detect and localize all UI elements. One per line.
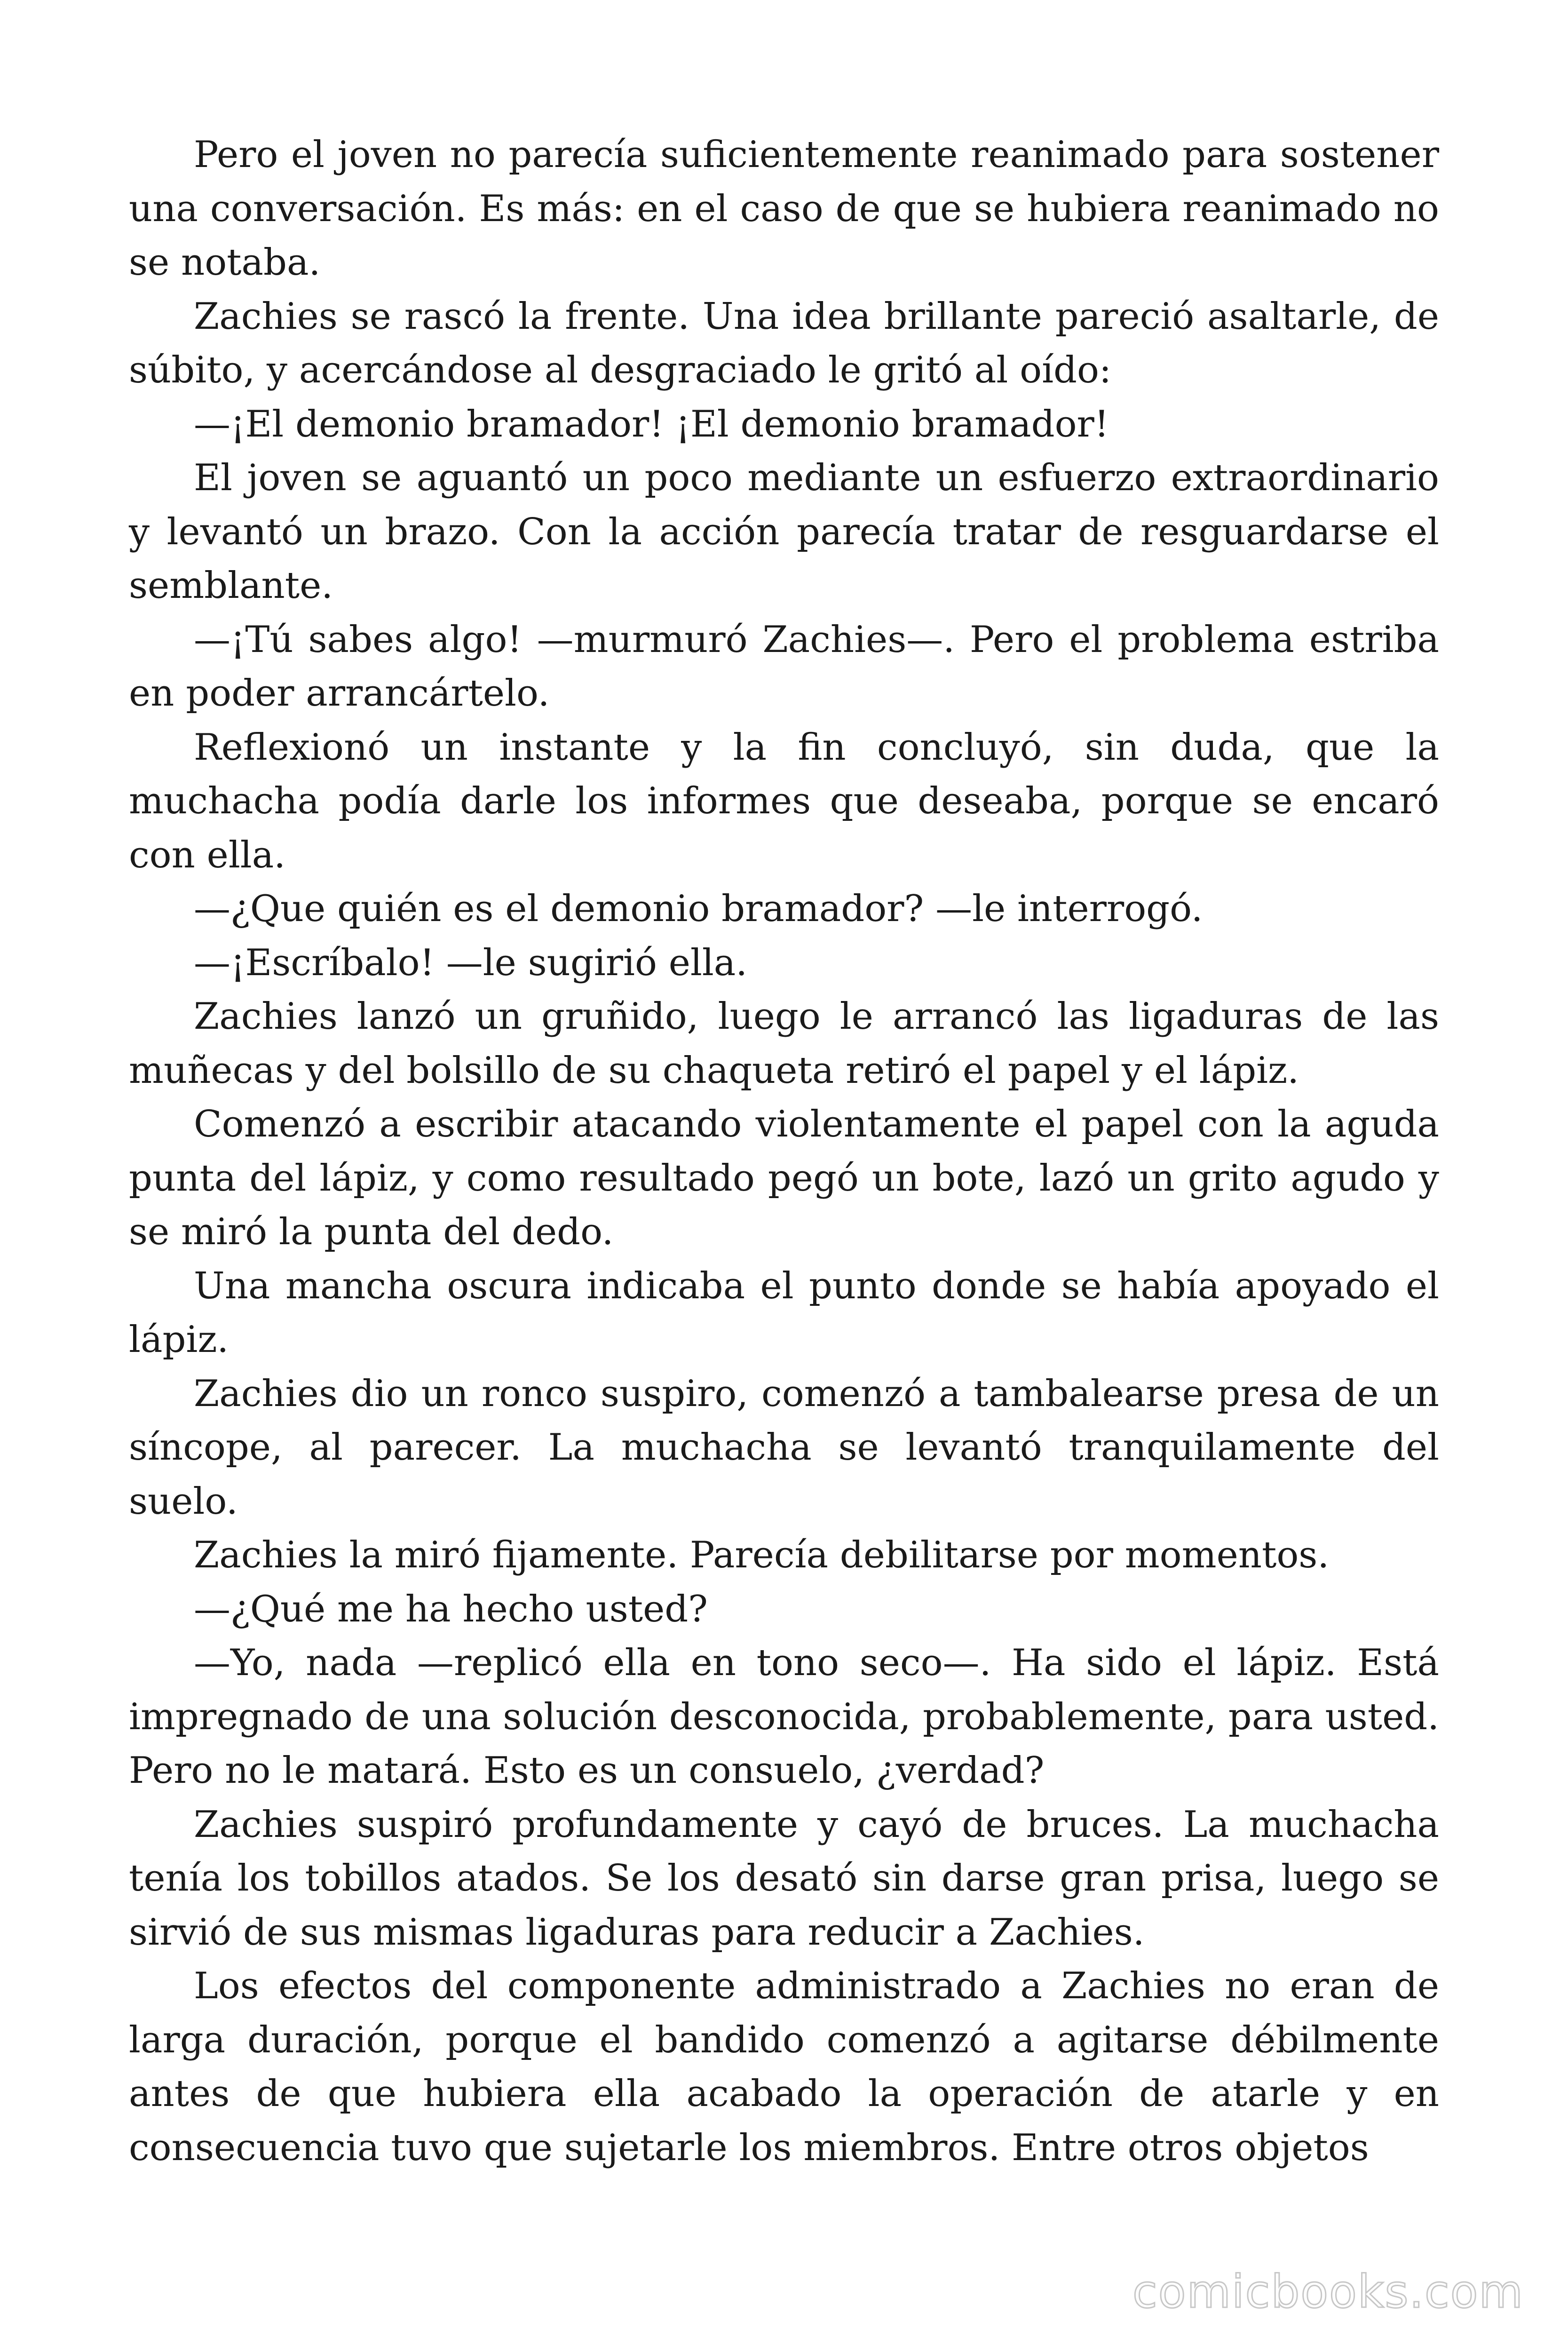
watermark: comicbooks.com bbox=[1132, 2265, 1524, 2318]
paragraph: Comenzó a escribir atacando violentamente el papel con la aguda punta del lápiz, y como resultado pegó un bote, lazó un grito agudo y se miró la punta del dedo. bbox=[129, 1103, 1439, 1253]
paragraph: Zachies lanzó un gruñido, luego le arrancó las ligaduras de las muñecas y del bolsillo de su chaqueta retiró el papel y el lápiz. bbox=[129, 995, 1439, 1092]
paragraph: —¡Tú sabes algo! —murmuró Zachies—. Pero el problema estriba en poder arrancártelo. bbox=[129, 618, 1439, 715]
paragraph: Zachies dio un ronco suspiro, comenzó a tambalearse presa de un síncope, al parecer. La muchacha se levantó tranquilamente del suelo. bbox=[129, 1372, 1439, 1523]
paragraph: Zachies se rascó la frente. Una idea brillante pareció asaltarle, de súbito, y acercándose al desgraciado le gritó al oído: bbox=[129, 295, 1439, 391]
paragraph: Una mancha oscura indicaba el punto donde se había apoyado el lápiz. bbox=[129, 1264, 1439, 1361]
paragraph: Zachies suspiró profundamente y cayó de bruces. La muchacha tenía los tobillos atados. Se los desató sin darse gran prisa, luego se sirvió de sus mismas ligaduras para reducir a Zachies. bbox=[129, 1803, 1439, 1954]
paragraph: —¡Escríbalo! —le sugirió ella. bbox=[194, 941, 748, 984]
paragraph: —¿Que quién es el demonio bramador? —le interrogó. bbox=[194, 888, 1203, 930]
paragraph: Zachies la miró fijamente. Parecía debilitarse por momentos. bbox=[194, 1534, 1330, 1576]
paragraph: —¡El demonio bramador! ¡El demonio bramador! bbox=[194, 403, 1109, 445]
paragraph: El joven se aguantó un poco mediante un esfuerzo extraordinario y levantó un brazo. Con la acción parecía tratar de resguardarse el semblante. bbox=[129, 457, 1439, 607]
paragraph: —Yo, nada —replicó ella en tono seco—. Ha sido el lápiz. Está impregnado de una solución desconocida, probablemente, para usted. Pero no le matará. Esto es un consuelo, ¿verdad? bbox=[129, 1642, 1439, 1792]
paragraph: Los efectos del componente administrado a Zachies no eran de larga duración, porque el bandido comenzó a agitarse débilmente antes de que hubiera ella acabado la operación de atarle y en consecuencia tuvo que sujetarle los miembros. Entre otros objetos bbox=[129, 1965, 1439, 2169]
book-page-text bbox=[129, 128, 1439, 2175]
paragraph: —¿Qué me ha hecho usted? bbox=[194, 1588, 708, 1630]
paragraph: Reflexionó un instante y la fin concluyó, sin duda, que la muchacha podía darle los informes que deseaba, porque se encaró con ella. bbox=[129, 726, 1439, 876]
paragraph: Pero el joven no parecía suficientemente reanimado para sostener una conversación. Es más: en el caso de que se hubiera reanimado no se notaba. bbox=[129, 134, 1439, 284]
